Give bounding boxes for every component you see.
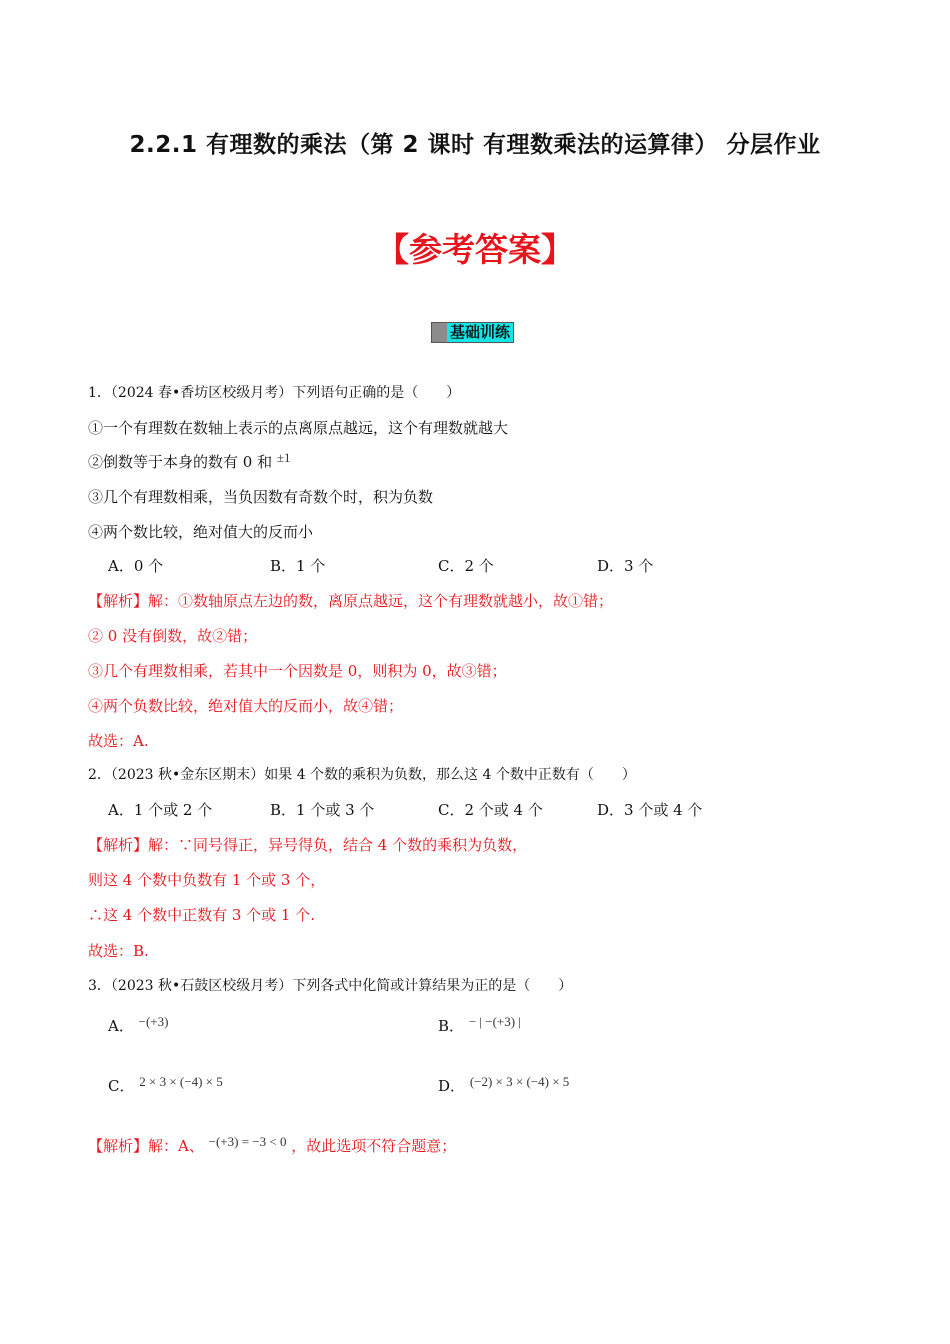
q1-analysis-4: ④两个负数比较，绝对值大的反而小，故④错； — [88, 697, 404, 715]
q1-statement-2-math: ±1 — [276, 450, 291, 465]
q2-option-d: D．3 个或 4 个 — [597, 801, 703, 819]
q3-option-b — [438, 1016, 521, 1037]
q3-stem: 3．（2023 秋•石鼓区校级月考）下列各式中化简或计算结果为正的是（ ） — [88, 978, 573, 994]
q2-option-b: B．1 个或 3 个 — [270, 801, 375, 819]
q3-option-a-label: A． — [108, 1017, 134, 1035]
section-label: 基础训练 — [447, 323, 513, 342]
q2-option-c: C．2 个或 4 个 — [438, 801, 543, 819]
q3-option-a — [108, 1016, 168, 1037]
q1-option-d: D．3 个 — [597, 557, 654, 575]
page-title: 2.2.1 有理数的乘法（第 2 课时 有理数乘法的运算律） 分层作业 — [129, 132, 821, 158]
section-badge-marker — [432, 323, 447, 342]
q2-option-a: A．1 个或 2 个 — [108, 801, 213, 819]
q3-option-a-math: −(+3) — [138, 1014, 169, 1029]
q1-stem: 1．（2024 春•香坊区校级月考）下列语句正确的是（ ） — [88, 385, 461, 401]
q3-analysis-prefix: 【解析】解：A、 — [88, 1137, 204, 1155]
q2-answer: 故选：B. — [88, 942, 149, 960]
q1-option-c: C．2 个 — [438, 557, 494, 575]
q3-option-b-label: B． — [438, 1017, 465, 1035]
section-badge — [431, 322, 514, 343]
q3-analysis-1 — [88, 1136, 456, 1157]
q1-option-b: B．1 个 — [270, 557, 326, 575]
q3-analysis-math: −(+3) = −3 < 0 — [208, 1134, 287, 1149]
q3-option-d-label: D． — [438, 1077, 466, 1095]
q3-option-c — [108, 1076, 223, 1097]
q3-option-c-label: C． — [108, 1077, 135, 1095]
q2-analysis-2: 则这 4 个数中负数有 1 个或 3 个， — [88, 871, 326, 889]
q2-analysis-1: 【解析】解：∵同号得正，异号得负，结合 4 个数的乘积为负数， — [88, 836, 528, 854]
q1-analysis-2: ② 0 没有倒数，故②错； — [88, 627, 258, 645]
q3-option-b-math: − | −(+3) | — [468, 1014, 521, 1029]
q1-option-a: A．0 个 — [108, 557, 164, 575]
q2-analysis-3: ∴这 4 个数中正数有 3 个或 1 个. — [88, 906, 316, 924]
q1-answer: 故选：A. — [88, 732, 149, 750]
q2-stem: 2．（2023 秋•金东区期末）如果 4 个数的乘积为负数，那么这 4 个数中正数有（ ） — [88, 767, 636, 783]
q1-statement-4: ④两个数比较，绝对值大的反而小 — [88, 523, 314, 541]
q1-analysis-3: ③几个有理数相乘，若其中一个因数是 0，则积为 0，故③错； — [88, 662, 507, 680]
q1-statement-2 — [88, 452, 291, 473]
q3-option-d — [438, 1076, 569, 1097]
q3-analysis-suffix: ，故此选项不符合题意； — [291, 1137, 457, 1155]
answer-heading: 【参考答案】 — [376, 230, 574, 269]
q3-option-d-math: (−2) × 3 × (−4) × 5 — [469, 1074, 570, 1089]
q1-statement-2-text: ②倒数等于本身的数有 0 和 — [88, 453, 273, 471]
q1-statement-1: ①一个有理数在数轴上表示的点离原点越远，这个有理数就越大 — [88, 419, 509, 437]
q1-statement-3: ③几个有理数相乘，当负因数有奇数个时，积为负数 — [88, 488, 434, 506]
q1-analysis-1: 【解析】解：①数轴原点左边的数，离原点越远，这个有理数就越小，故①错； — [88, 592, 614, 610]
q3-option-c-math: 2 × 3 × (−4) × 5 — [139, 1074, 223, 1089]
